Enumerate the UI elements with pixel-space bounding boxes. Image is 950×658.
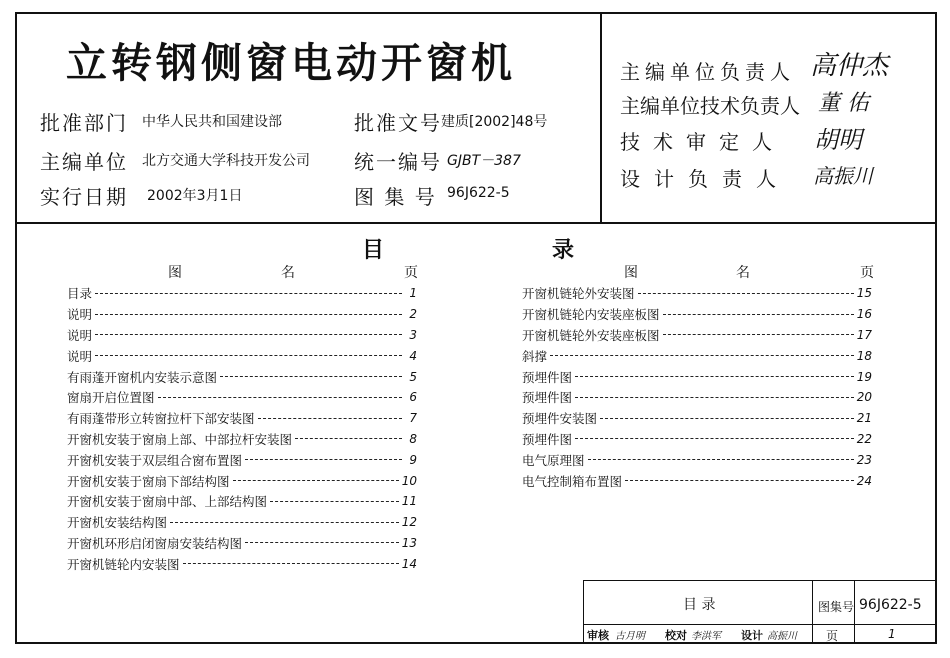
- toc-entry: [522, 366, 872, 387]
- toc-leader-line: [183, 563, 399, 564]
- title-block-review-sig: 古月明: [615, 631, 645, 642]
- right-col-name-header: 名: [736, 265, 750, 281]
- toc-entry-page: 23: [856, 452, 872, 467]
- sig-design-name: 高振川: [813, 164, 873, 188]
- toc-entry-title: 斜撑: [522, 348, 548, 364]
- toc-entry-page: 8: [409, 431, 417, 446]
- toc-entry-page: 2: [409, 307, 417, 322]
- toc-right-list: [522, 283, 872, 491]
- toc-entry: [522, 449, 872, 470]
- toc-entry-title: 开窗机链轮内安装座板图: [522, 307, 660, 323]
- toc-entry-page: 4: [409, 348, 417, 363]
- title-block-check-label: 校对: [665, 629, 687, 642]
- toc-leader-line: [95, 293, 402, 294]
- editor-unit-value: 北方交通大学科技开发公司: [142, 153, 310, 169]
- toc-entry-page: 3: [409, 327, 417, 342]
- approval-dept-value: 中华人民共和国建设部: [142, 114, 282, 130]
- toc-entry-page: 24: [856, 473, 872, 488]
- toc-entry: [522, 408, 872, 429]
- toc-entry: [67, 345, 417, 366]
- toc-leader-line: [588, 459, 854, 460]
- toc-entry: [522, 304, 872, 325]
- toc-leader-line: [295, 438, 402, 439]
- toc-entry-title: 开窗机链轮外安装座板图: [522, 327, 660, 343]
- toc-entry: [67, 491, 417, 512]
- toc-entry: [67, 325, 417, 346]
- toc-left-list: [67, 283, 417, 574]
- header-divider: [15, 222, 937, 224]
- toc-entry-title: 电气原理图: [522, 452, 585, 468]
- toc-entry-title: 预埋件安装图: [522, 411, 598, 427]
- toc-entry-page: 10: [401, 473, 417, 488]
- toc-entry-page: 14: [401, 556, 417, 571]
- effective-date-value: 2002年3月1日: [147, 188, 243, 204]
- toc-entry-title: 窗扇开启位置图: [67, 390, 155, 406]
- toc-entry: [522, 387, 872, 408]
- toc-entry-page: 18: [856, 348, 872, 363]
- toc-leader-line: [95, 355, 402, 356]
- toc-entry-title: 开窗机安装于窗扇中部、上部结构图: [67, 494, 268, 510]
- toc-leader-line: [258, 418, 402, 419]
- sig-review-name: 胡明: [814, 126, 862, 154]
- effective-date-label: 实行日期: [40, 185, 128, 209]
- toc-entry-title: 预埋件图: [522, 431, 573, 447]
- toc-entry-page: 7: [409, 411, 417, 426]
- toc-leader-line: [663, 334, 854, 335]
- toc-entry-page: 15: [856, 286, 872, 301]
- approval-doc-value: 建质[2002]48号: [441, 114, 548, 130]
- toc-leader-line: [233, 480, 399, 481]
- toc-entry: [522, 283, 872, 304]
- atlas-number-label: 图 集 号: [354, 185, 437, 209]
- toc-entry-title: 开窗机安装于双层组合窗布置图: [67, 452, 243, 468]
- title-block-check-sig: 李洪军: [691, 631, 721, 642]
- approval-doc-label: 批准文号: [354, 111, 442, 135]
- toc-entry-title: 目录: [67, 286, 93, 302]
- toc-entry-title: 说明: [67, 327, 93, 343]
- toc-leader-line: [245, 459, 402, 460]
- toc-entry-page: 19: [856, 369, 872, 384]
- toc-leader-line: [638, 293, 854, 294]
- toc-entry-page: 16: [856, 307, 872, 322]
- toc-entry: [67, 387, 417, 408]
- toc-leader-line: [550, 355, 854, 356]
- toc-entry-page: 9: [409, 452, 417, 467]
- sig-tech-label: 主编单位技术负责人: [620, 94, 800, 118]
- sig-tech-name: 董 佑: [818, 91, 869, 116]
- toc-entry: [522, 325, 872, 346]
- toc-entry-title: 开窗机安装结构图: [67, 515, 168, 531]
- toc-entry-title: 有雨蓬开窗机内安装示意图: [67, 369, 218, 385]
- right-col-drawing-header: 图: [624, 265, 638, 281]
- right-col-page-header: 页: [860, 265, 874, 281]
- title-block: [583, 580, 937, 644]
- toc-entry-title: 开窗机安装于窗扇下部结构图: [67, 473, 230, 489]
- toc-entry-page: 11: [401, 494, 417, 509]
- title-block-page-value: 1: [888, 627, 896, 641]
- toc-entry-page: 17: [856, 327, 872, 342]
- toc-entry: [522, 345, 872, 366]
- title-block-review-label: 审核: [587, 629, 609, 642]
- toc-entry: [522, 470, 872, 491]
- toc-entry-page: 6: [409, 390, 417, 405]
- title-block-name: 目 录: [683, 597, 716, 613]
- toc-entry-title: 开窗机环形启闭窗扇安装结构图: [67, 535, 243, 551]
- toc-entry-page: 5: [409, 369, 417, 384]
- left-col-name-header: 名: [281, 265, 295, 281]
- toc-entry: [67, 304, 417, 325]
- signature-divider: [600, 12, 602, 223]
- toc-entry: [67, 449, 417, 470]
- unified-number-value: GJBT－387: [447, 153, 521, 169]
- approval-dept-label: 批准部门: [40, 111, 128, 135]
- toc-leader-line: [95, 334, 402, 335]
- toc-entry: [67, 533, 417, 554]
- title-block-page-label: 页: [826, 629, 839, 643]
- unified-number-label: 统一编号: [354, 150, 442, 174]
- toc-leader-line: [158, 397, 402, 398]
- toc-entry-title: 有雨蓬带形立转窗拉杆下部安装图: [67, 411, 255, 427]
- toc-entry-page: 1: [409, 286, 417, 301]
- sig-chief-name: 高仲杰: [810, 51, 889, 81]
- toc-entry: [67, 553, 417, 574]
- toc-entry-page: 13: [401, 535, 417, 550]
- title-block-atlas-label: 图集号: [818, 600, 855, 614]
- toc-leader-line: [575, 376, 854, 377]
- toc-entry-page: 22: [856, 431, 872, 446]
- toc-entry: [522, 429, 872, 450]
- title-block-design-label: 设计: [741, 629, 763, 642]
- toc-leader-line: [575, 438, 854, 439]
- editor-unit-label: 主编单位: [40, 150, 128, 174]
- toc-leader-line: [95, 314, 402, 315]
- toc-entry: [67, 366, 417, 387]
- toc-entry-page: 21: [856, 411, 872, 426]
- toc-entry-title: 开窗机链轮外安装图: [522, 286, 635, 302]
- title-block-atlas-value: 96J622-5: [859, 597, 922, 613]
- left-col-drawing-header: 图: [168, 265, 182, 281]
- toc-entry: [67, 429, 417, 450]
- toc-leader-line: [625, 480, 854, 481]
- toc-leader-line: [600, 418, 854, 419]
- sig-chief-label: 主编单位负责人: [620, 60, 795, 84]
- toc-heading-right: 录: [552, 238, 575, 263]
- toc-entry-title: 说明: [67, 348, 93, 364]
- title-block-design-sig: 高振川: [767, 631, 797, 642]
- atlas-number-value: 96J622-5: [447, 185, 510, 201]
- toc-entry: [67, 512, 417, 533]
- sig-review-label: 技术审定人: [620, 130, 785, 154]
- toc-entry-title: 说明: [67, 307, 93, 323]
- toc-entry: [67, 470, 417, 491]
- toc-entry-title: 预埋件图: [522, 390, 573, 406]
- toc-entry-title: 电气控制箱布置图: [522, 473, 623, 489]
- toc-entry-page: 20: [856, 390, 872, 405]
- toc-leader-line: [270, 501, 399, 502]
- toc-leader-line: [170, 522, 399, 523]
- toc-leader-line: [663, 314, 854, 315]
- sig-design-label: 设计负责人: [620, 167, 790, 191]
- toc-leader-line: [575, 397, 854, 398]
- toc-heading-left: 目: [362, 238, 385, 263]
- toc-entry-title: 预埋件图: [522, 369, 573, 385]
- toc-leader-line: [220, 376, 402, 377]
- toc-entry: [67, 283, 417, 304]
- toc-entry-page: 12: [401, 515, 417, 530]
- left-col-page-header: 页: [404, 265, 418, 281]
- toc-leader-line: [245, 542, 399, 543]
- toc-entry: [67, 408, 417, 429]
- document-title: 立转钢侧窗电动开窗机: [66, 39, 516, 87]
- toc-entry-title: 开窗机安装于窗扇上部、中部拉杆安装图: [67, 431, 293, 447]
- toc-entry-title: 开窗机链轮内安装图: [67, 556, 180, 572]
